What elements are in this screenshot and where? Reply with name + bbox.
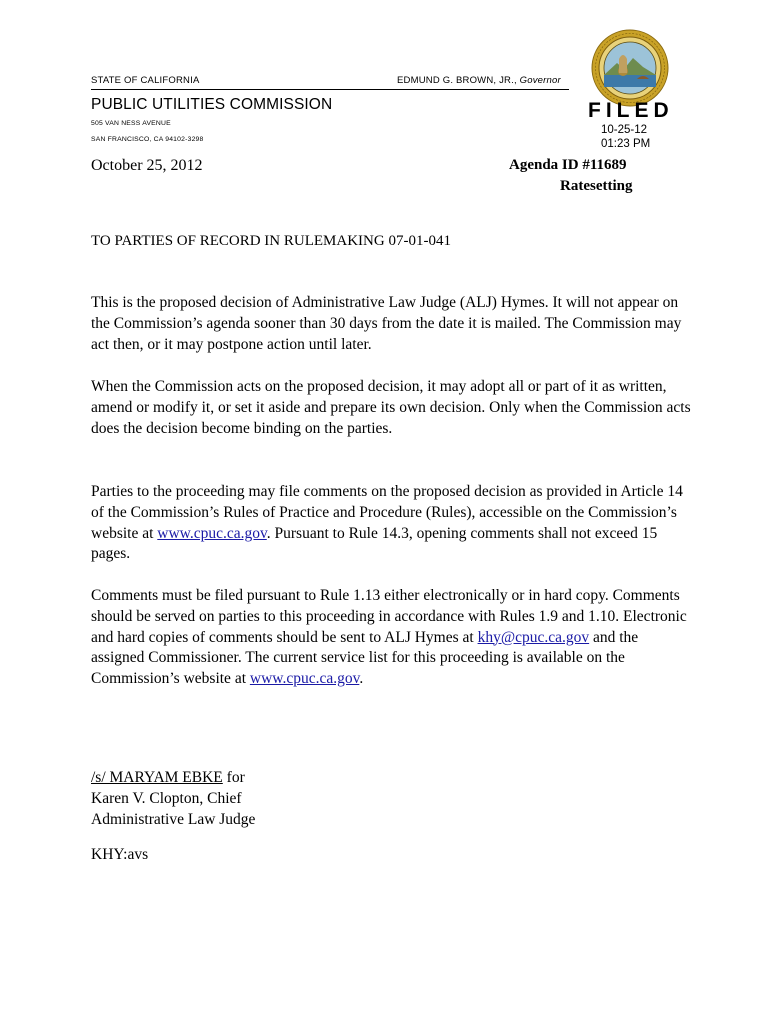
filed-stamp-label: FILED: [588, 99, 674, 122]
address-line-2: SAN FRANCISCO, CA 94102-3298: [91, 136, 204, 143]
signer-name: Karen V. Clopton, Chief: [91, 789, 242, 807]
letter-date: October 25, 2012: [91, 157, 203, 174]
p4-text-1: Comments must be filed pursuant to Rule 1.13 either electronically or in hard copy. Comments should be served on parties to this proceeding in accordance with Rules 1.9 and 1.10. Electronic and hard copies of comments should be sent to ALJ Hymes at: [91, 587, 687, 646]
signer-title: Administrative Law Judge: [91, 810, 256, 828]
cpuc-website-link-2[interactable]: www.cpuc.ca.gov: [249, 670, 360, 688]
addressee-line: TO PARTIES OF RECORD IN RULEMAKING 07-01-041: [91, 233, 451, 249]
letterhead-divider: [91, 89, 569, 90]
p4-text-2: and the assigned Commissioner. The current service list for this proceeding is available on the Commission’s website at: [91, 628, 639, 688]
governor-line: [397, 75, 561, 86]
state-label: STATE OF CALIFORNIA: [91, 75, 200, 86]
alj-email-link[interactable]: khy@cpuc.ca.gov: [477, 628, 590, 646]
signature-line: [91, 768, 255, 789]
typist-initials: KHY:avs: [91, 846, 149, 863]
signature-block: [91, 768, 255, 830]
address-line-1: 505 VAN NESS AVENUE: [91, 120, 171, 127]
agenda-id: Agenda ID #11689: [509, 157, 627, 173]
proceeding-type: Ratesetting: [560, 178, 633, 194]
filed-date: 10-25-12: [601, 124, 648, 136]
p4-text-3: .: [359, 670, 364, 688]
paragraph-filing-comments: [91, 586, 691, 690]
p3-text-1: Parties to the proceeding may file comments on the proposed decision as provided in Article 14 of the Commission’s Rules of Practice and Procedure (Rules), accessible on the Commission’s website at: [91, 483, 683, 542]
governor-name: EDMUND G. BROWN, JR.,: [397, 75, 517, 86]
cpuc-website-link[interactable]: www.cpuc.ca.gov: [157, 524, 267, 542]
governor-title: Governor: [519, 75, 561, 86]
paragraph-proposed-decision: This is the proposed decision of Administrative Law Judge (ALJ) Hymes. It will not appear on the Commission’s agenda sooner than 30 days from the date it is mailed. The Commission may act then, or it may postpone action until later.: [91, 294, 682, 353]
state-seal-icon: [591, 29, 669, 107]
p3-text-2: . Pursuant to Rule 14.3, opening comments shall not exceed 15 pages.: [91, 524, 658, 563]
paragraph-comments-rules: [91, 482, 691, 565]
commission-name: PUBLIC UTILITIES COMMISSION: [91, 96, 333, 113]
filed-time: 01:23 PM: [601, 138, 651, 150]
signature: /s/ MARYAM EBKE: [91, 769, 223, 786]
paragraph-commission-action: When the Commission acts on the proposed decision, it may adopt all or part of it as written, amend or modify it, or set it aside and prepare its own decision. Only when the Commission acts does the decision become binding on the parties.: [91, 378, 691, 437]
signature-for: for: [222, 769, 245, 786]
